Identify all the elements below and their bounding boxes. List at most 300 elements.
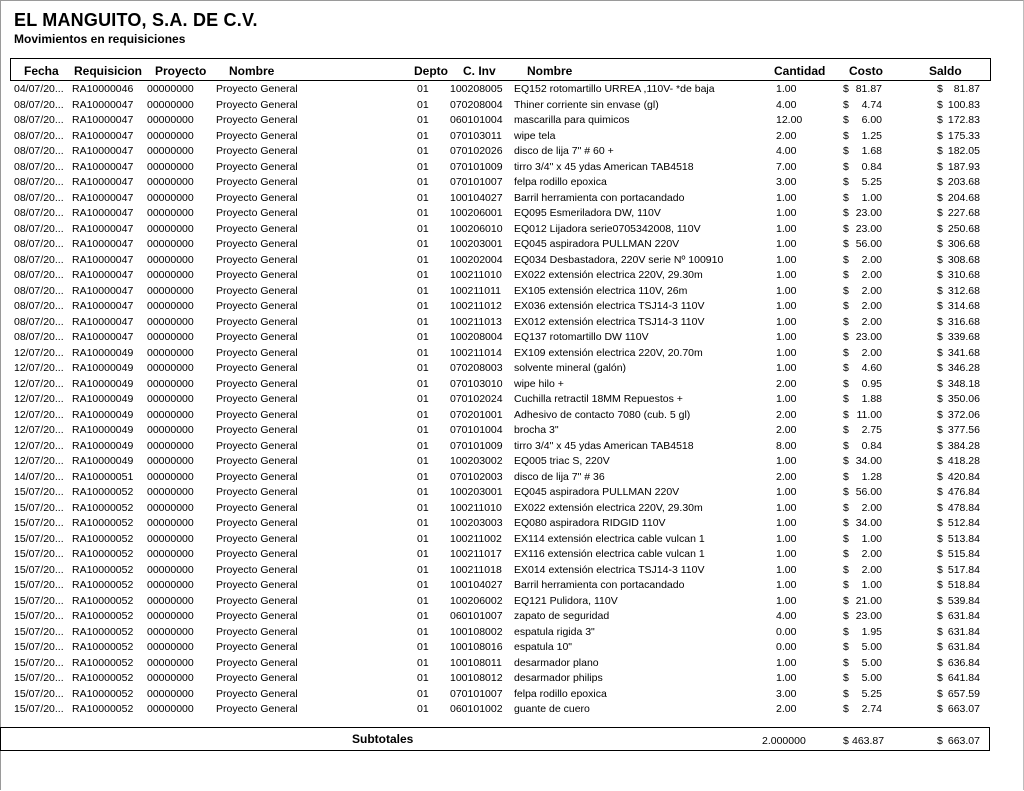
cell-fecha: 08/07/20... xyxy=(14,191,64,204)
cell-saldo: 204.68 xyxy=(947,191,980,204)
cell-depto: 01 xyxy=(417,532,429,545)
cell-saldo-currency: $ xyxy=(937,129,943,142)
cell-requisicion: RA10000052 xyxy=(72,532,134,545)
cell-saldo-currency: $ xyxy=(937,579,943,591)
cell-saldo-currency: $ xyxy=(937,563,943,576)
cell-cantidad: 2.00 xyxy=(776,408,797,421)
cell-requisicion: RA10000047 xyxy=(72,207,134,219)
cell-fecha: 08/07/20... xyxy=(14,207,64,219)
cell-nombre: Proyecto General xyxy=(216,470,298,483)
cell-saldo-currency: $ xyxy=(937,672,943,684)
cell-fecha: 15/07/20... xyxy=(14,703,64,715)
cell-costo-currency: $ xyxy=(843,315,849,328)
cell-proyecto: 00000000 xyxy=(147,594,194,607)
cell-cantidad: 1.00 xyxy=(776,331,797,343)
cell-saldo-currency: $ xyxy=(937,331,943,343)
cell-requisicion: RA10000047 xyxy=(72,191,134,204)
cell-descripcion: Barril herramienta con portacandado xyxy=(514,579,685,591)
table-row xyxy=(0,268,1024,284)
cell-nombre: Proyecto General xyxy=(216,377,298,390)
cell-requisicion: RA10000052 xyxy=(72,703,134,715)
table-row xyxy=(0,330,1024,346)
cell-costo-currency: $ xyxy=(843,145,849,157)
cell-proyecto: 00000000 xyxy=(147,625,194,638)
cell-saldo: 250.68 xyxy=(947,222,980,235)
cell-descripcion: wipe hilo + xyxy=(514,377,564,390)
cell-proyecto: 00000000 xyxy=(147,501,194,514)
cell-requisicion: RA10000049 xyxy=(72,455,134,467)
cell-nombre: Proyecto General xyxy=(216,672,298,684)
cell-saldo-currency: $ xyxy=(937,532,943,545)
cell-saldo-currency: $ xyxy=(937,98,943,111)
cell-cinv: 070101009 xyxy=(450,439,503,452)
cell-proyecto: 00000000 xyxy=(147,703,194,715)
cell-proyecto: 00000000 xyxy=(147,393,194,405)
table-row xyxy=(0,687,1024,703)
cell-proyecto: 00000000 xyxy=(147,532,194,545)
cell-saldo-currency: $ xyxy=(937,222,943,235)
cell-costo-currency: $ xyxy=(843,439,849,452)
cell-saldo-currency: $ xyxy=(937,641,943,653)
cell-descripcion: felpa rodillo epoxica xyxy=(514,687,607,700)
cell-saldo: 631.84 xyxy=(947,625,980,638)
cell-cinv: 100211002 xyxy=(450,532,502,545)
cell-saldo: 631.84 xyxy=(947,641,980,653)
subtotal-costo-currency: $ xyxy=(843,735,849,747)
cell-depto: 01 xyxy=(417,470,429,483)
cell-costo: 4.60 xyxy=(861,362,882,374)
cell-costo-currency: $ xyxy=(843,238,849,250)
cell-costo: 5.00 xyxy=(861,656,882,669)
col-header-cinv: C. Inv xyxy=(463,64,496,78)
cell-proyecto: 00000000 xyxy=(147,238,194,250)
cell-fecha: 12/07/20... xyxy=(14,346,64,359)
cell-proyecto: 00000000 xyxy=(147,641,194,653)
cell-requisicion: RA10000052 xyxy=(72,517,134,529)
cell-cinv: 070101007 xyxy=(450,176,503,188)
cell-nombre: Proyecto General xyxy=(216,703,298,715)
cell-cantidad: 1.00 xyxy=(776,300,797,312)
table-row xyxy=(0,656,1024,672)
cell-depto: 01 xyxy=(417,548,429,560)
cell-cinv: 070201001 xyxy=(450,408,503,421)
cell-proyecto: 00000000 xyxy=(147,83,194,95)
cell-costo: 2.75 xyxy=(861,424,882,436)
cell-saldo-currency: $ xyxy=(937,439,943,452)
subtotal-saldo-currency: $ xyxy=(937,735,943,747)
table-row xyxy=(0,284,1024,300)
table-row xyxy=(0,206,1024,222)
cell-requisicion: RA10000047 xyxy=(72,98,134,111)
cell-depto: 01 xyxy=(417,145,429,157)
cell-requisicion: RA10000047 xyxy=(72,238,134,250)
cell-requisicion: RA10000052 xyxy=(72,486,134,498)
cell-fecha: 15/07/20... xyxy=(14,610,64,622)
table-row xyxy=(0,377,1024,393)
cell-saldo-currency: $ xyxy=(937,362,943,374)
cell-nombre: Proyecto General xyxy=(216,362,298,374)
cell-descripcion: desarmador plano xyxy=(514,656,599,669)
cell-requisicion: RA10000047 xyxy=(72,114,134,126)
cell-proyecto: 00000000 xyxy=(147,269,194,281)
cell-depto: 01 xyxy=(417,176,429,188)
cell-costo: 2.00 xyxy=(861,284,882,297)
cell-costo: 2.00 xyxy=(861,253,882,266)
cell-cinv: 100108012 xyxy=(450,672,503,684)
cell-requisicion: RA10000049 xyxy=(72,393,134,405)
table-row xyxy=(0,563,1024,579)
cell-costo: 56.00 xyxy=(855,238,882,250)
cell-descripcion: EX105 extensión electrica 110V, 26m xyxy=(514,284,688,297)
cell-requisicion: RA10000049 xyxy=(72,408,134,421)
cell-saldo-currency: $ xyxy=(937,300,943,312)
cell-saldo: 172.83 xyxy=(947,114,980,126)
cell-proyecto: 00000000 xyxy=(147,563,194,576)
cell-costo-currency: $ xyxy=(843,594,849,607)
table-row xyxy=(0,361,1024,377)
cell-cantidad: 2.00 xyxy=(776,703,797,715)
cell-requisicion: RA10000049 xyxy=(72,377,134,390)
table-row xyxy=(0,625,1024,641)
cell-proyecto: 00000000 xyxy=(147,656,194,669)
cell-fecha: 12/07/20... xyxy=(14,455,64,467)
cell-proyecto: 00000000 xyxy=(147,579,194,591)
cell-saldo: 182.05 xyxy=(947,145,980,157)
cell-proyecto: 00000000 xyxy=(147,362,194,374)
cell-saldo-currency: $ xyxy=(937,253,943,266)
col-header-nombre: Nombre xyxy=(229,64,275,78)
cell-cantidad: 3.00 xyxy=(776,176,797,188)
cell-costo-currency: $ xyxy=(843,207,849,219)
cell-cinv: 100104027 xyxy=(450,579,503,591)
cell-costo-currency: $ xyxy=(843,687,849,700)
cell-saldo: 636.84 xyxy=(947,656,980,669)
cell-fecha: 08/07/20... xyxy=(14,238,64,250)
cell-depto: 01 xyxy=(417,424,429,436)
cell-requisicion: RA10000052 xyxy=(72,641,134,653)
cell-cinv: 100206001 xyxy=(450,207,503,219)
cell-descripcion: EQ080 aspiradora RIDGID 110V xyxy=(514,517,666,529)
cell-depto: 01 xyxy=(417,207,429,219)
cell-costo-currency: $ xyxy=(843,703,849,715)
cell-costo: 21.00 xyxy=(855,594,882,607)
cell-proyecto: 00000000 xyxy=(147,455,194,467)
cell-descripcion: Cuchilla retractil 18MM Repuestos + xyxy=(514,393,683,405)
cell-depto: 01 xyxy=(417,129,429,142)
cell-saldo-currency: $ xyxy=(937,408,943,421)
cell-fecha: 08/07/20... xyxy=(14,98,64,111)
cell-costo: 23.00 xyxy=(855,331,882,343)
cell-depto: 01 xyxy=(417,579,429,591)
cell-descripcion: zapato de seguridad xyxy=(514,610,610,622)
cell-saldo: 314.68 xyxy=(947,300,980,312)
cell-saldo: 100.83 xyxy=(947,98,980,111)
table-row xyxy=(0,222,1024,238)
cell-depto: 01 xyxy=(417,114,429,126)
cell-nombre: Proyecto General xyxy=(216,424,298,436)
cell-depto: 01 xyxy=(417,439,429,452)
cell-cinv: 060101002 xyxy=(450,703,503,715)
cell-cinv: 100108002 xyxy=(450,625,503,638)
cell-requisicion: RA10000052 xyxy=(72,579,134,591)
cell-proyecto: 00000000 xyxy=(147,315,194,328)
table-row xyxy=(0,346,1024,362)
cell-fecha: 08/07/20... xyxy=(14,269,64,281)
cell-costo: 5.00 xyxy=(861,672,882,684)
cell-costo: 11.00 xyxy=(856,408,882,421)
cell-cantidad: 1.00 xyxy=(776,346,797,359)
cell-proyecto: 00000000 xyxy=(147,284,194,297)
cell-saldo: 377.56 xyxy=(947,424,980,436)
cell-cinv: 100211013 xyxy=(450,315,502,328)
cell-proyecto: 00000000 xyxy=(147,222,194,235)
cell-costo: 5.00 xyxy=(861,641,882,653)
cell-proyecto: 00000000 xyxy=(147,160,194,173)
cell-depto: 01 xyxy=(417,486,429,498)
cell-cinv: 070103010 xyxy=(450,377,503,390)
cell-proyecto: 00000000 xyxy=(147,470,194,483)
cell-cantidad: 1.00 xyxy=(776,253,797,266)
cell-nombre: Proyecto General xyxy=(216,114,298,126)
cell-fecha: 08/07/20... xyxy=(14,253,64,266)
cell-saldo-currency: $ xyxy=(937,83,943,95)
cell-depto: 01 xyxy=(417,672,429,684)
cell-saldo: 641.84 xyxy=(947,672,980,684)
cell-proyecto: 00000000 xyxy=(147,98,194,111)
cell-descripcion: EQ034 Desbastadora, 220V serie Nº 100910 xyxy=(514,253,724,266)
cell-costo: 56.00 xyxy=(855,486,882,498)
cell-saldo: 81.87 xyxy=(953,83,980,95)
cell-nombre: Proyecto General xyxy=(216,315,298,328)
cell-nombre: Proyecto General xyxy=(216,253,298,266)
cell-cantidad: 1.00 xyxy=(776,563,797,576)
cell-saldo-currency: $ xyxy=(937,207,943,219)
cell-descripcion: EX036 extensión electrica TSJ14-3 110V xyxy=(514,300,705,312)
cell-nombre: Proyecto General xyxy=(216,129,298,142)
cell-descripcion: felpa rodillo epoxica xyxy=(514,176,607,188)
cell-requisicion: RA10000047 xyxy=(72,315,134,328)
cell-nombre: Proyecto General xyxy=(216,563,298,576)
cell-fecha: 15/07/20... xyxy=(14,656,64,669)
cell-depto: 01 xyxy=(417,687,429,700)
cell-saldo: 203.68 xyxy=(947,176,980,188)
cell-saldo: 350.06 xyxy=(947,393,980,405)
cell-nombre: Proyecto General xyxy=(216,594,298,607)
cell-descripcion: Barril herramienta con portacandado xyxy=(514,191,685,204)
cell-costo-currency: $ xyxy=(843,408,849,421)
table-row xyxy=(0,609,1024,625)
cell-cantidad: 1.00 xyxy=(776,315,797,328)
cell-fecha: 08/07/20... xyxy=(14,300,64,312)
cell-saldo-currency: $ xyxy=(937,517,943,529)
cell-costo-currency: $ xyxy=(843,501,849,514)
cell-cantidad: 1.00 xyxy=(776,656,797,669)
cell-saldo: 341.68 xyxy=(947,346,980,359)
cell-nombre: Proyecto General xyxy=(216,191,298,204)
cell-descripcion: EQ137 rotomartillo DW 110V xyxy=(514,331,649,343)
cell-fecha: 08/07/20... xyxy=(14,114,64,126)
cell-costo-currency: $ xyxy=(843,625,849,638)
cell-descripcion: espatula rigida 3" xyxy=(514,625,595,638)
table-row xyxy=(0,702,1024,718)
cell-saldo-currency: $ xyxy=(937,470,943,483)
cell-descripcion: disco de lija 7" # 60 + xyxy=(514,145,614,157)
table-row xyxy=(0,671,1024,687)
cell-cantidad: 1.00 xyxy=(776,207,797,219)
cell-cinv: 100202004 xyxy=(450,253,503,266)
cell-saldo-currency: $ xyxy=(937,315,943,328)
cell-fecha: 15/07/20... xyxy=(14,501,64,514)
cell-descripcion: brocha 3" xyxy=(514,424,559,436)
cell-proyecto: 00000000 xyxy=(147,331,194,343)
cell-costo-currency: $ xyxy=(843,563,849,576)
cell-cantidad: 1.00 xyxy=(776,548,797,560)
cell-requisicion: RA10000047 xyxy=(72,253,134,266)
cell-requisicion: RA10000046 xyxy=(72,83,134,95)
cell-cinv: 100211017 xyxy=(450,548,502,560)
table-row xyxy=(0,82,1024,98)
cell-costo: 1.95 xyxy=(861,625,882,638)
cell-depto: 01 xyxy=(417,625,429,638)
cell-cantidad: 1.00 xyxy=(776,222,797,235)
cell-fecha: 15/07/20... xyxy=(14,687,64,700)
cell-saldo: 227.68 xyxy=(947,207,980,219)
cell-costo-currency: $ xyxy=(843,470,849,483)
cell-depto: 01 xyxy=(417,315,429,328)
cell-cantidad: 1.00 xyxy=(776,517,797,529)
cell-proyecto: 00000000 xyxy=(147,424,194,436)
cell-cinv: 100108011 xyxy=(450,656,502,669)
cell-cinv: 100203003 xyxy=(450,517,503,529)
cell-depto: 01 xyxy=(417,641,429,653)
cell-cinv: 070208003 xyxy=(450,362,503,374)
cell-depto: 01 xyxy=(417,331,429,343)
cell-cantidad: 12.00 xyxy=(776,114,803,126)
table-row xyxy=(0,160,1024,176)
cell-saldo: 316.68 xyxy=(947,315,980,328)
table-row xyxy=(0,144,1024,160)
cell-cantidad: 1.00 xyxy=(776,501,797,514)
cell-depto: 01 xyxy=(417,656,429,669)
cell-saldo-currency: $ xyxy=(937,610,943,622)
cell-fecha: 15/07/20... xyxy=(14,594,64,607)
cell-depto: 01 xyxy=(417,408,429,421)
cell-costo-currency: $ xyxy=(843,284,849,297)
cell-depto: 01 xyxy=(417,703,429,715)
cell-cantidad: 4.00 xyxy=(776,98,797,111)
cell-fecha: 12/07/20... xyxy=(14,393,64,405)
subtotal-costo: 463.87 xyxy=(852,735,885,747)
cell-saldo-currency: $ xyxy=(937,625,943,638)
cell-costo: 0.84 xyxy=(861,439,882,452)
cell-proyecto: 00000000 xyxy=(147,114,194,126)
cell-proyecto: 00000000 xyxy=(147,610,194,622)
cell-costo: 1.00 xyxy=(861,191,882,204)
table-row xyxy=(0,532,1024,548)
cell-cantidad: 1.00 xyxy=(776,393,797,405)
cell-fecha: 15/07/20... xyxy=(14,641,64,653)
cell-costo: 1.28 xyxy=(861,470,882,483)
cell-cinv: 100211014 xyxy=(450,346,502,359)
table-row xyxy=(0,129,1024,145)
cell-depto: 01 xyxy=(417,83,429,95)
cell-nombre: Proyecto General xyxy=(216,610,298,622)
cell-fecha: 15/07/20... xyxy=(14,486,64,498)
cell-costo-currency: $ xyxy=(843,160,849,173)
table-row xyxy=(0,315,1024,331)
cell-cinv: 070102003 xyxy=(450,470,503,483)
table-row xyxy=(0,175,1024,191)
cell-costo: 1.88 xyxy=(861,393,882,405)
cell-saldo: 310.68 xyxy=(947,269,980,281)
cell-cantidad: 1.00 xyxy=(776,83,797,95)
cell-nombre: Proyecto General xyxy=(216,393,298,405)
cell-fecha: 08/07/20... xyxy=(14,284,64,297)
cell-descripcion: EX014 extensión electrica TSJ14-3 110V xyxy=(514,563,705,576)
cell-costo-currency: $ xyxy=(843,455,849,467)
cell-proyecto: 00000000 xyxy=(147,191,194,204)
cell-descripcion: EQ095 Esmeriladora DW, 110V xyxy=(514,207,661,219)
cell-proyecto: 00000000 xyxy=(147,687,194,700)
cell-costo: 1.00 xyxy=(861,532,882,545)
cell-costo: 2.00 xyxy=(861,300,882,312)
cell-proyecto: 00000000 xyxy=(147,439,194,452)
cell-saldo: 312.68 xyxy=(947,284,980,297)
cell-proyecto: 00000000 xyxy=(147,207,194,219)
cell-descripcion: EX109 extensión electrica 220V, 20.70m xyxy=(514,346,703,359)
cell-cantidad: 2.00 xyxy=(776,377,797,390)
cell-costo: 34.00 xyxy=(855,455,882,467)
cell-saldo-currency: $ xyxy=(937,393,943,405)
cell-saldo: 372.06 xyxy=(947,408,980,421)
cell-cinv: 070101009 xyxy=(450,160,503,173)
col-header-depto: Depto xyxy=(414,64,448,78)
cell-saldo-currency: $ xyxy=(937,424,943,436)
cell-fecha: 15/07/20... xyxy=(14,563,64,576)
table-row xyxy=(0,299,1024,315)
cell-cantidad: 1.00 xyxy=(776,532,797,545)
cell-depto: 01 xyxy=(417,362,429,374)
cell-proyecto: 00000000 xyxy=(147,145,194,157)
cell-costo-currency: $ xyxy=(843,579,849,591)
cell-saldo: 512.84 xyxy=(947,517,980,529)
cell-costo: 6.00 xyxy=(861,114,882,126)
cell-depto: 01 xyxy=(417,253,429,266)
table-row xyxy=(0,454,1024,470)
cell-costo-currency: $ xyxy=(843,362,849,374)
cell-saldo-currency: $ xyxy=(937,346,943,359)
cell-cantidad: 1.00 xyxy=(776,594,797,607)
cell-nombre: Proyecto General xyxy=(216,548,298,560)
cell-depto: 01 xyxy=(417,222,429,235)
table-row xyxy=(0,578,1024,594)
cell-saldo: 175.33 xyxy=(947,129,980,142)
table-row xyxy=(0,516,1024,532)
cell-depto: 01 xyxy=(417,377,429,390)
cell-saldo-currency: $ xyxy=(937,284,943,297)
cell-descripcion: EQ045 aspiradora PULLMAN 220V xyxy=(514,238,680,250)
cell-saldo-currency: $ xyxy=(937,145,943,157)
cell-descripcion: EX116 extensión electrica cable vulcan 1 xyxy=(514,548,705,560)
cell-nombre: Proyecto General xyxy=(216,300,298,312)
cell-proyecto: 00000000 xyxy=(147,377,194,390)
cell-descripcion: tirro 3/4" x 45 ydas American TAB4518 xyxy=(514,439,694,452)
table-row xyxy=(0,594,1024,610)
cell-nombre: Proyecto General xyxy=(216,145,298,157)
cell-saldo: 339.68 xyxy=(947,331,980,343)
cell-costo: 4.74 xyxy=(861,98,882,111)
cell-saldo: 418.28 xyxy=(947,455,980,467)
